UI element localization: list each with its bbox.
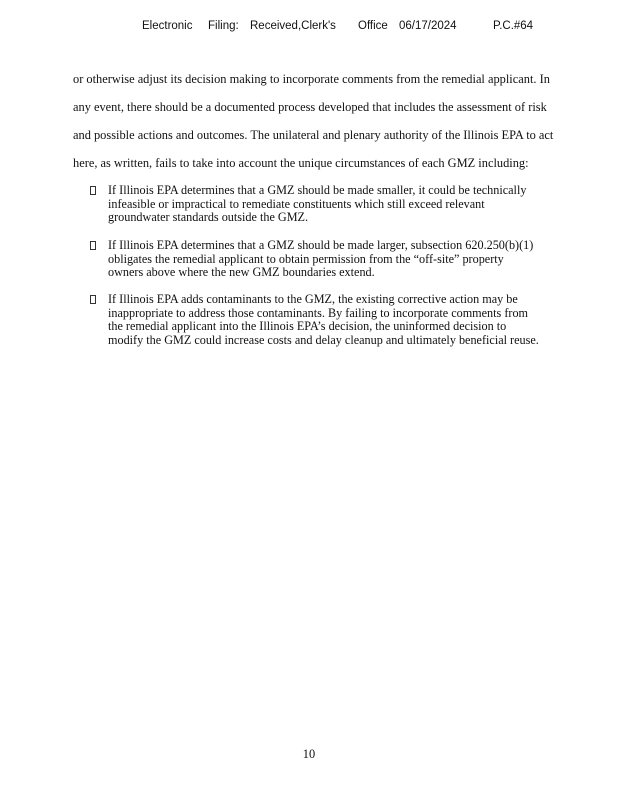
header-office: Office <box>358 20 388 32</box>
bullet-text <box>108 293 593 347</box>
bullet-line: inappropriate to address those contaminants. By failing to incorporate comments from <box>108 305 529 320</box>
bullet-line: infeasible or impractical to remediate constituents which still exceed relevant <box>108 196 485 211</box>
bullet-line: If Illinois EPA determines that a GMZ should be made smaller, it could be technically <box>108 183 527 197</box>
page-number: 10 <box>302 747 316 761</box>
bullet-line: If Illinois EPA determines that a GMZ should be made larger, subsection 620.250(b)(1) <box>108 238 534 252</box>
bullet-marker-icon <box>90 186 96 195</box>
header-pc-number: P.C.#64 <box>493 20 534 32</box>
bullet-line: If Illinois EPA adds contaminants to the GMZ, the existing corrective action may be <box>108 292 518 306</box>
bullet-marker-icon <box>90 241 96 250</box>
header-filing: Filing: <box>208 20 239 32</box>
paragraph-line: any event, there should be a documented process developed that includes the assessment of risk <box>73 100 547 114</box>
header-electronic: Electronic <box>142 20 193 32</box>
header-received: Received,Clerk's <box>250 20 336 32</box>
bullet-line: owners above where the new GMZ boundaries extend. <box>108 265 375 279</box>
filing-stamp-header <box>0 20 618 36</box>
paragraph-line: and possible actions and outcomes. The unilateral and plenary authority of the Illinois EPA to act <box>73 128 554 142</box>
bullet-line: the remedial applicant into the Illinois EPA’s decision, the uninformed decision to <box>108 319 507 333</box>
bullet-marker-icon <box>90 295 96 304</box>
bullet-text <box>108 239 593 280</box>
paragraph-line: or otherwise adjust its decision making to incorporate comments from the remedial applicant. In <box>73 72 550 86</box>
paragraph-line: here, as written, fails to take into account the unique circumstances of each GMZ including: <box>73 156 529 170</box>
bullet-line: modify the GMZ could increase costs and delay cleanup and ultimately beneficial reuse. <box>108 332 539 347</box>
bullet-line: obligates the remedial applicant to obtain permission from the “off-site” property <box>108 251 504 266</box>
bullet-line: groundwater standards outside the GMZ. <box>108 210 309 224</box>
bullet-text <box>108 184 593 225</box>
header-date: 06/17/2024 <box>399 20 457 32</box>
